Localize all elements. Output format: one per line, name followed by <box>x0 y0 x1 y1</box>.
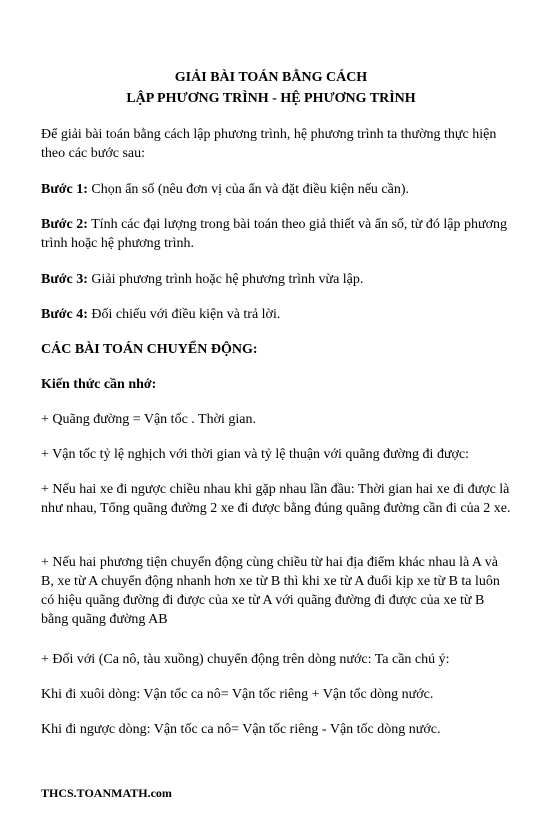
title-line-1: GIẢI BÀI TOÁN BẰNG CÁCH <box>174 70 368 85</box>
knowledge-item-3: + Nếu hai xe đi ngược chiều nhau khi gặp nhau lần đầu: Thời gian hai xe đi được là như nhau, Tổng quãng đường 2 xe đi được bằng đúng quãng đường cần đi của 2 xe. <box>41 482 511 516</box>
section-heading: CÁC BÀI TOÁN CHUYỂN ĐỘNG: <box>41 342 258 357</box>
intro-paragraph: Để giải bài toán bằng cách lập phương trình, hệ phương trình ta thường thực hiện theo các bước sau: <box>41 127 497 161</box>
knowledge-item-7: Khi đi ngược dòng: Vận tốc ca nô= Vận tốc riêng - Vận tốc dòng nước. <box>41 722 441 737</box>
footer-site-name: THCS.TOANMATH.com <box>41 786 172 800</box>
step-4 <box>41 305 511 324</box>
step-2-text: Tính các đại lượng trong bài toán theo giả thiết và ẩn số, từ đó lập phương trình hoặc hệ phương trình. <box>41 217 507 251</box>
subheading: Kiến thức cần nhớ: <box>41 377 157 392</box>
step-3 <box>41 270 511 289</box>
step-4-text: Đối chiếu với điều kiện và trả lời. <box>87 307 281 322</box>
knowledge-item-2: + Vận tốc tỷ lệ nghịch với thời gian và tỷ lệ thuận với quãng đường đi được: <box>41 447 470 462</box>
step-1-label: Bước 1: <box>41 182 88 197</box>
step-1 <box>41 180 511 199</box>
step-3-text: Giải phương trình hoặc hệ phương trình vừa lập. <box>87 272 364 287</box>
step-3-label: Bước 3: <box>41 272 88 287</box>
step-2 <box>41 215 511 253</box>
step-4-label: Bước 4: <box>41 307 88 322</box>
knowledge-item-5: + Đối với (Ca nô, tàu xuồng) chuyển động trên dòng nước: Ta cần chú ý: <box>41 652 450 667</box>
step-2-label: Bước 2: <box>41 217 88 232</box>
step-1-text: Chọn ẩn số (nêu đơn vị của ẩn và đặt điều kiện nếu cần). <box>87 182 410 197</box>
knowledge-item-1: + Quãng đường = Vận tốc . Thời gian. <box>41 412 256 427</box>
knowledge-item-4: + Nếu hai phương tiện chuyển động cùng chiều từ hai địa điểm khác nhau là A và B, xe từ A chuyển động nhanh hơn xe từ B thì khi xe từ A đuổi kịp xe từ B ta luôn có hiệu quãng đường đi được của xe từ A với quãng đường đi được của xe từ B bằng quãng đường AB <box>41 555 500 627</box>
title-line-2: LẬP PHƯƠNG TRÌNH - HỆ PHƯƠNG TRÌNH <box>126 91 416 106</box>
knowledge-item-6: Khi đi xuôi dòng: Vận tốc ca nô= Vận tốc riêng + Vận tốc dòng nước. <box>41 687 434 702</box>
